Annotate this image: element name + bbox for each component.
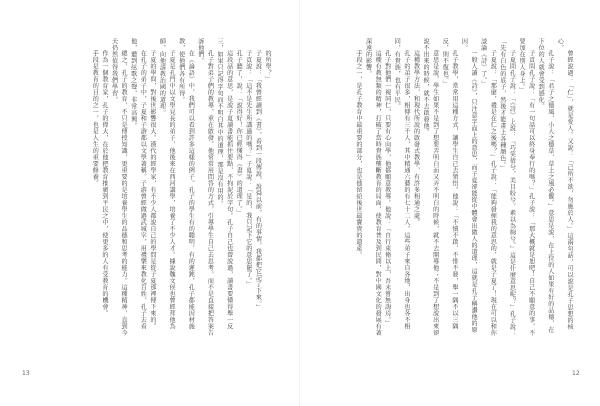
left-paragraph: 這段話的意思，是說子夏讀書能抓住要點，不拘泥於字句。孔子自己也曾說過，讀書要懂得舉一反三，如果只記得字句而不明白其中的道理，那是沒有用的。 (216, 38, 233, 330)
left-paragraph: 子夏的學問，對後世影響很大。漢代的經學家，有不少人都說自己的學問是從子夏那裡傳下來的。 (148, 50, 156, 330)
right-paragraph: 孔子說：「君子之德風，小人之德草，草上之風必偃。」意思是說，在上位的人如果有好的品德，在下位的人就會受到感化。 (537, 38, 554, 334)
right-paragraph: 子貢問孔子說：「有一句話可以終身奉行的嗎？」孔子說：「那大概就是恕吧！自己不願意的事，不要加在別人身上。」 (518, 38, 535, 337)
page-number: 13 (22, 370, 30, 377)
left-paragraph: 子夏說：「我曾經讀到《書》，看到一段傳說，說舜以前，有的事情，我都把它記了下來。」 (254, 50, 262, 311)
page-number: 12 (572, 370, 580, 377)
left-paragraph: 孔子對弟子們的教導，重在啟發。他常常用問答的方式，引導學生自己去思考，而不是直接把答案告訴他們。 (196, 38, 214, 337)
right-paragraph: 子夏問孔子說：「《詩》上說：『巧笑倩兮，美目盼兮，素以為絢兮。』這是什麼意思呢？」孔子說：「先有白色的底子，然後才能畫上各種顏色。」 (498, 38, 516, 337)
left-paragraph: 作為一個教育家，孔子的偉大，在於他把教育推廣到平民之中，使更多的人有受教育的機會。 (100, 50, 108, 317)
left-paragraph: 在孔子的弟子中，子夏和子游都以文學著稱。子游曾經做過武城宰，用禮樂來教化百姓，孔子去看他，聽到絃歌之聲，非常高興。 (129, 38, 147, 330)
right-paragraph: 孔子對他們一視同仁，只要有心向學，他都願意教導。他說：「自行束脩以上，吾未嘗無誨焉。」 (383, 50, 391, 327)
left-paragraph: 總之，孔子的教育，不只是傳授知識，更重要的是培養學生的品德和思考的能力。這種精神，直到今天仍然值得我們學習。 (110, 38, 128, 337)
right-paragraph: 一般人讀《詩》，只注意字面上的意思，而子夏卻能從中體會出做人的道理，這就是孔子稱讚他的原因。 (460, 38, 478, 334)
right-paragraph: 孔子的弟子很多，相傳有三千人，其中精通六藝的有七十二人。這些弟子來自各地，出身也各不相同，有貴族，也有平民。 (393, 38, 410, 330)
right-paragraph: 手段之一，是孔子教育中最重要的部分，也是他留給後世最寶貴的遺產。 (354, 50, 362, 259)
right-page (300, 0, 600, 406)
left-paragraph: 子貢說：「這不是先生所講過的嗎？」子夏說：「是的，我只記下它的意思罷了。」 (244, 50, 252, 288)
right-paragraph: 子夏說：「那麼，禮是在仁之後嗎？」孔子說：「能夠發揮我的意思的，就是子夏了！現在可以和你談論《詩》了。」 (479, 38, 497, 337)
left-paragraph: 手段是教育的目的之一，也是人生的重要修養。 (91, 50, 99, 187)
right-paragraph: 意思是說，學生如果不是到了想要弄明白而又弄不明白的時候，就不去開導他；不是到了想說出來卻說不出來的時候，就不去啟發他。 (422, 38, 439, 337)
right-paragraph: 這種有教無類的精神，打破了當時貴族壟斷教育的局面，使教育普及到民間，對中國文化的發展有著深遠的影響。 (364, 38, 382, 337)
left-paragraph: 在《論語》中，我們可以看到許多這樣的例子。孔子的學生有的聰明，有的遲鈍，孔子都能因材施教，使他們各有所得。 (177, 38, 195, 330)
right-paragraph: 曾經說過：「仁」，就是愛人。又說：「己所不欲，勿施於人。」這兩句話，可以說是孔子思想的核心。 (556, 38, 573, 331)
left-paragraph: 孔子聽了，說：「說得好！你已經懂得《書》的道理了。」 (235, 50, 243, 217)
left-paragraph: 的所學？」 (264, 50, 271, 83)
left-page-text (28, 38, 272, 338)
right-paragraph: 這種教學方法，和現代所說的啟發式教學，有許多相通之處。 (412, 50, 420, 226)
left-paragraph: 子夏是孔門中以文學見長的弟子，他後來在西河講學，培養了不少人才。據說魏文侯也曾經拜他為師，向他請教治國的道理。 (158, 38, 176, 330)
right-page-text (330, 38, 574, 338)
right-paragraph: 孔子教學，常常用這種方式，讓學生自己去領悟。他說：「不憤不啟，不悱不發，舉一隅不以三隅反，則不復也。」 (441, 38, 458, 330)
